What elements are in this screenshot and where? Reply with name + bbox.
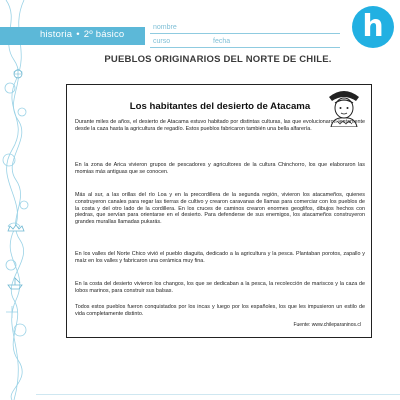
source-credit: Fuente: www.chileparaninos.cl	[293, 322, 361, 328]
reading-title: Los habitantes del desierto de Atacama	[129, 101, 311, 112]
paragraph-4: En los valles del Norte Chico vivió el pueblo diaguita, dedicado a la agricultura y la pesca. Plantaban porotos, zapallo y maíz en los valles y fabricaron una cerámica muy fina.	[75, 251, 365, 264]
grade-label: 2º básico	[83, 29, 125, 40]
paragraph-2: En la zona de Arica vivieron grupos de pescadores y agricultores de la cultura Chinchorro, los que elaboraron las momias más antiguas que se conocen.	[75, 162, 365, 175]
page-title: PUEBLOS ORIGINARIOS DEL NORTE DE CHILE.	[104, 54, 332, 65]
name-field[interactable]	[150, 33, 340, 34]
paragraph-6: Todos estos pueblos fueron conquistados por los incas y luego por los españoles, los que les impusieron un estilo de vida completamente distinto.	[75, 304, 365, 317]
reading-box	[66, 84, 372, 338]
crown-icon	[8, 225, 24, 231]
paragraph-1: Durante miles de años, el desierto de Atacama estuvo habitado por distintas culturas, las que evolucionaron lentamente desde la caza hasta la agricultura de regadío. Estos pueblos fabricaron también una bella alfarería.	[75, 119, 365, 132]
globe-icon	[14, 70, 22, 78]
bottom-divider	[36, 394, 400, 395]
paragraph-3: Más al sur, a las orillas del río Loa y en la precordillera de la segunda región, vivieron los atacameños, quienes construyeron canales para regar las tierras de cultivo y crearon caravanas de llamas para comerciar con los pueblos de la costa y del otro lado de la cordillera. En los cruces de caminos crearon enormes geoglifos, dibujos hechos con piedras, que servían para orientarse en el desierto. Para defenderse de sus enemigos, los atacameños construyeron grandes murallas llamadas pukarás.	[75, 192, 365, 226]
course-field-label: curso	[153, 38, 171, 45]
paragraph-5: En la costa del desierto vivieron los changos, los que se dedicaban a la pesca, la recolección de mariscos y la caza de lobos marinos, para construir sus balsas.	[75, 281, 365, 294]
header-separator: •	[76, 29, 80, 40]
date-field-label: fecha	[213, 38, 231, 45]
decorative-side-doodles	[0, 0, 36, 400]
brand-logo[interactable]	[352, 6, 394, 48]
date-field[interactable]	[210, 47, 340, 48]
header-subject-grade	[40, 29, 124, 43]
logo-letter: h	[362, 9, 384, 44]
course-field[interactable]	[150, 47, 210, 48]
name-field-label: nombre	[153, 24, 177, 31]
subject-label: historia	[40, 29, 73, 40]
